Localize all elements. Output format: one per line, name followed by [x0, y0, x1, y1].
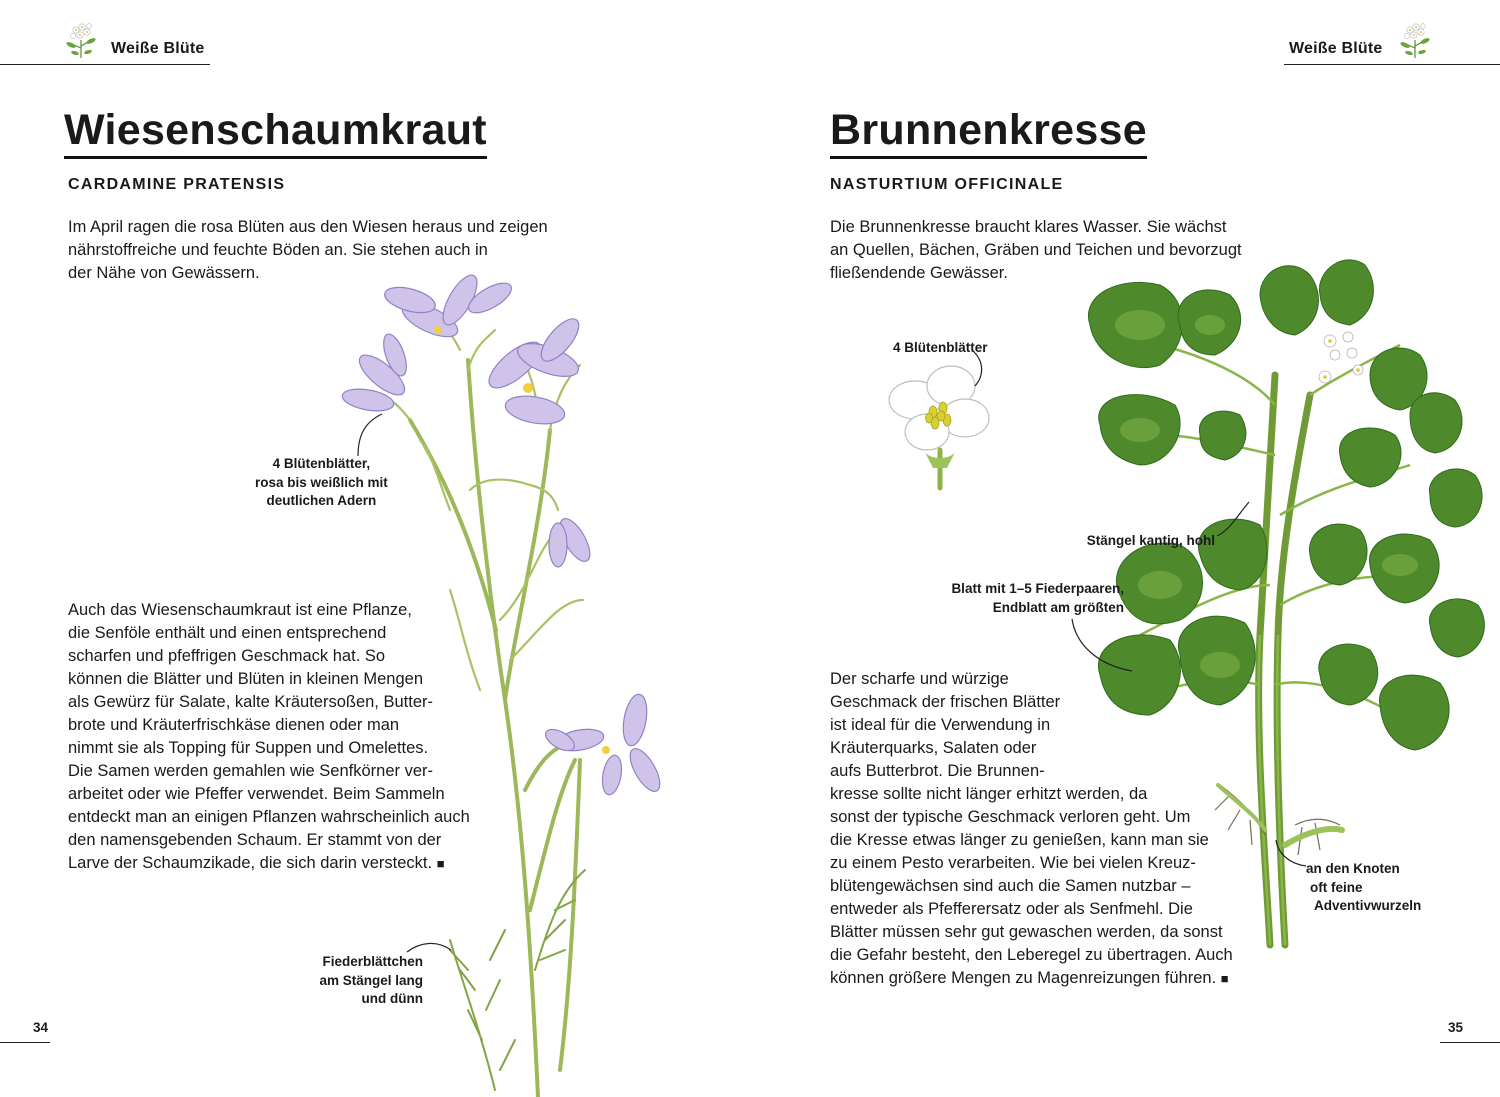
body-line: ist ideal für die Verwendung in — [830, 716, 1051, 734]
caption-line: 4 Blütenblätter — [893, 340, 988, 355]
caption-line: Endblatt am größten — [992, 599, 1124, 615]
intro-line: nährstoffreiche und feuchte Böden an. Sie stehen auch in — [68, 241, 488, 259]
body-line: kresse sollte nicht länger erhitzt werden, da — [830, 785, 1148, 803]
intro-line: Im April ragen die rosa Blüten aus den Wiesen heraus und zeigen — [68, 218, 548, 236]
body-line: brote und Kräuterfrischkäse dienen oder man — [68, 716, 400, 734]
caption-line: Stängel kantig, hohl — [1086, 533, 1215, 548]
caption-line: Fiederblättchen — [322, 954, 423, 969]
body-line: Blätter müssen sehr gut gewaschen werden, da sonst — [830, 923, 1223, 941]
caption-petals — [255, 455, 388, 511]
body-line: Geschmack der frischen Blätter — [830, 693, 1061, 711]
body-line: die Senföle enthält und einen entsprechend — [68, 624, 387, 642]
body-line: blütengewächsen sind auch die Samen nutzbar – — [830, 877, 1191, 895]
intro-line: der Nähe von Gewässern. — [68, 264, 260, 282]
intro-line: fließendende Gewässer. — [830, 264, 1008, 282]
white-flower-icon — [60, 18, 102, 60]
body-line: nimmt sie als Topping für Suppen und Omelettes. — [68, 739, 429, 757]
header-rule — [1284, 64, 1500, 65]
caption-leaf — [910, 580, 1124, 617]
header-rule — [0, 64, 210, 65]
body-line: aufs Butterbrot. Die Brunnen- — [830, 762, 1045, 780]
caption-leader-line — [1215, 498, 1255, 540]
body-line: als Gewürz für Salate, kalte Kräutersoßen, Butter- — [68, 693, 433, 711]
intro-line: an Quellen, Bächen, Gräben und Teichen und bevorzugt — [830, 241, 1242, 259]
caption-line: Adventivwurzeln — [1314, 898, 1422, 913]
page-title: Wiesenschaumkraut — [64, 104, 487, 159]
caption-line: rosa bis weißlich mit — [255, 474, 388, 490]
body-line: arbeitet oder wie Pfeffer verwendet. Beim Sammeln — [68, 785, 445, 803]
caption-line: deutlichen Adern — [266, 493, 377, 508]
end-mark: ■ — [436, 856, 445, 871]
footer-rule — [1440, 1042, 1500, 1043]
body-line: scharfen und pfeffrigen Geschmack hat. So — [68, 647, 386, 665]
body-line: können die Blätter und Blüten in kleinen Mengen — [68, 670, 423, 688]
end-mark: ■ — [1220, 971, 1229, 986]
caption-roots — [1306, 860, 1421, 916]
body-line: Auch das Wiesenschaumkraut ist eine Pflanze, — [68, 601, 412, 619]
body-line: Die Samen werden gemahlen wie Senfkörner ver- — [68, 762, 434, 780]
caption-leader-line — [1068, 615, 1138, 675]
caption-line: 4 Blütenblätter, — [272, 456, 371, 471]
footer-rule — [0, 1042, 50, 1043]
body-line: sonst der typische Geschmack verloren geht. Um — [830, 808, 1191, 826]
body-paragraph — [830, 668, 1233, 990]
body-line-text: Larve der Schaumzikade, die sich darin versteckt. — [68, 854, 433, 872]
caption-line: oft feine — [1310, 879, 1363, 895]
body-line — [830, 967, 1233, 990]
body-line: Kräuterquarks, Salaten oder — [830, 739, 1037, 757]
section-label: Weiße Blüte — [1289, 40, 1383, 57]
right-page — [750, 0, 1500, 1097]
body-line: die Gefahr besteht, den Leberegel zu übertragen. Auch — [830, 946, 1233, 964]
caption-line: an den Knoten — [1306, 861, 1400, 876]
caption-line: Blatt mit 1–5 Fiederpaaren, — [951, 581, 1124, 596]
body-line: zu einem Pesto verarbeiten. Wie bei vielen Kreuz- — [830, 854, 1196, 872]
latin-name: CARDAMINE PRATENSIS — [68, 176, 286, 193]
page-number: 34 — [33, 1020, 49, 1035]
caption-leader-line — [1270, 836, 1310, 872]
intro-line: Die Brunnenkresse braucht klares Wasser. Sie wächst — [830, 218, 1227, 236]
page-title: Brunnenkresse — [830, 104, 1147, 159]
body-line: Der scharfe und würzige — [830, 670, 1009, 688]
white-flower-icon — [1394, 18, 1436, 60]
section-label: Weiße Blüte — [111, 40, 205, 57]
caption-leader-line — [972, 350, 992, 390]
caption-line: am Stängel lang — [319, 972, 423, 988]
body-line-text: können größere Mengen zu Magenreizungen führen. — [830, 969, 1217, 987]
body-line: den namensgebenden Schaum. Er stammt von der — [68, 831, 442, 849]
caption-leader-line — [405, 938, 455, 964]
caption-stem — [1050, 532, 1215, 551]
body-line: entweder als Pfefferersatz oder als Senfmehl. Die — [830, 900, 1193, 918]
page-number: 35 — [1448, 1020, 1464, 1035]
body-line: entdeckt man an einigen Pflanzen wahrscheinlich auch — [68, 808, 470, 826]
caption-leader-line — [350, 410, 390, 460]
caption-line: und dünn — [361, 991, 423, 1006]
latin-name: NASTURTIUM OFFICINALE — [830, 176, 1064, 193]
body-line: die Kresse etwas länger zu genießen, kann man sie — [830, 831, 1209, 849]
